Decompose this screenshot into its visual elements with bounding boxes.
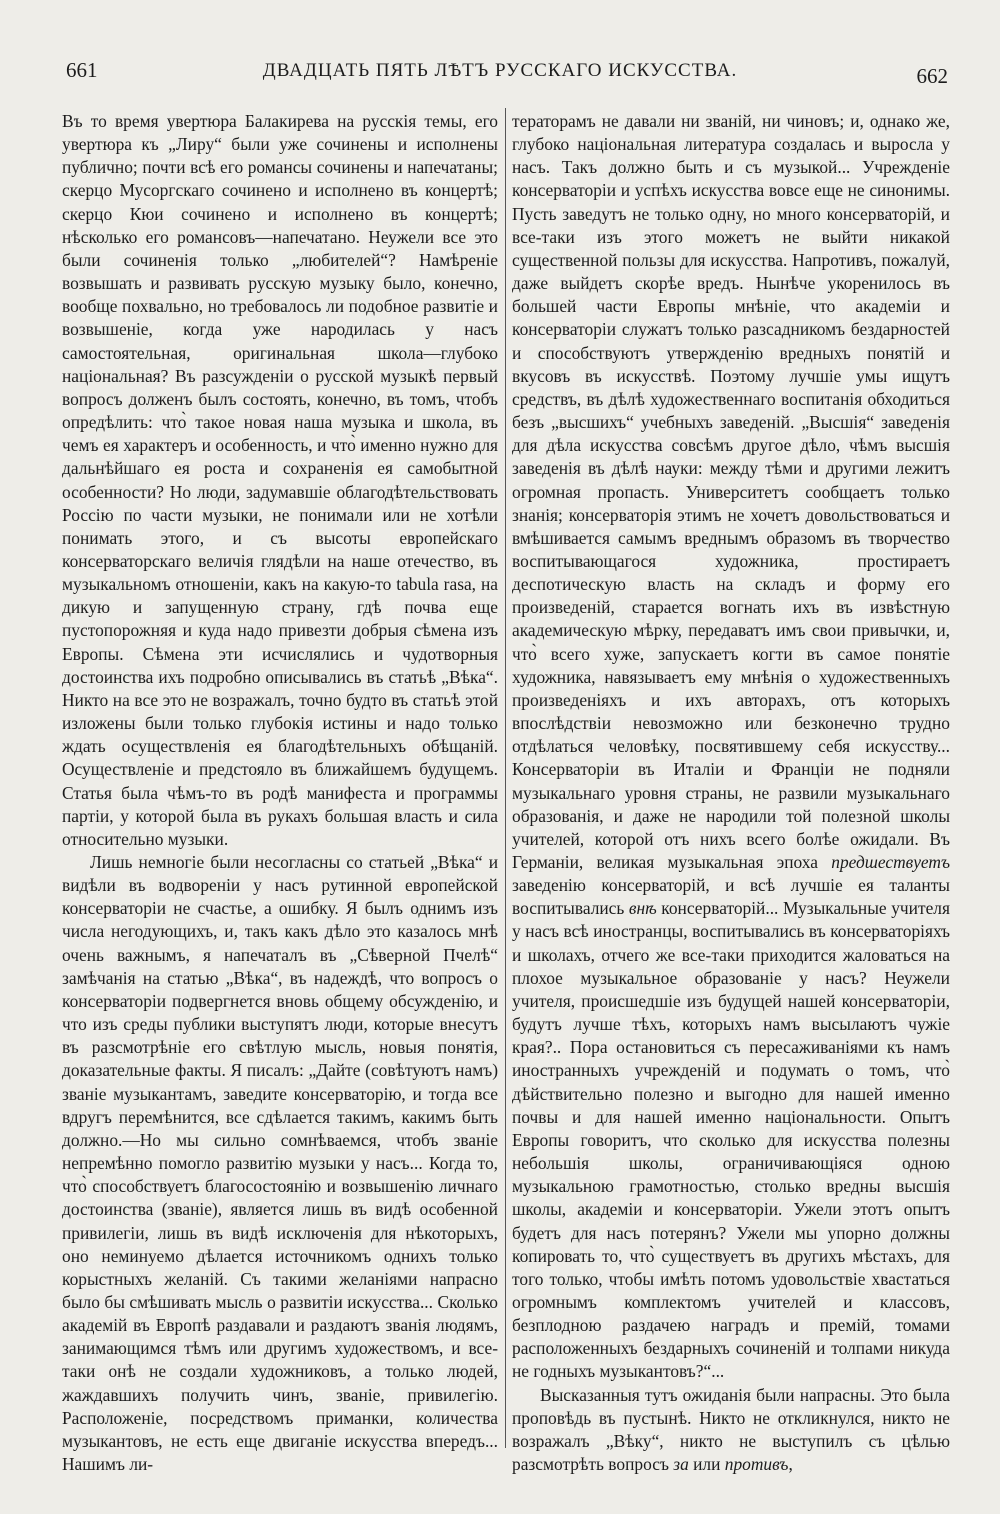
page-number-left: 661 bbox=[66, 58, 98, 82]
page-number-right: 662 bbox=[916, 64, 948, 88]
text-run: или bbox=[688, 1454, 725, 1475]
left-column bbox=[62, 110, 498, 1476]
text-run: консерваторій... Музыкальные учителя у насъ всѣ иностранцы, воспитывались въ консерваторіяхъ и школахъ, отчего же все-таки приходится жаловаться на плохое музыкальное образованіе у насъ? Неужели учителя, происшедшіе изъ будущей нашей консерваторіи, будутъ лучше тѣхъ, которыхъ намъ высылаютъ чужіе края?.. Пора остановиться съ пересаживаніями къ намъ иностранныхъ учрежденій и подумать о томъ, что̀ дѣйствительно полезно и выгодно для нашей именно почвы и для нашей именно національности. Опытъ Европы говоритъ, что сколько для искусства полезны небольшія школы, ограничивающіяся одною музыкальною грамотностью, столько вредны высшія школы, академіи и консерваторіи. Ужели этотъ опытъ будетъ для насъ потерянъ? Ужели мы упорно должны копировать то, что̀ существуетъ въ другихъ мѣстахъ, для того только, чтобы имѣть потомъ удовольствіе хвастаться огромнымъ комплектомъ учителей и классовъ, безплодною раздачею наградъ и премій, томами расположенныхъ бездарныхъ сочиненій и толпами никуда не годныхъ музыкантовъ?“... bbox=[512, 898, 950, 1382]
paragraph: Лишь немногіе были несогласны со статьей „Вѣка“ и видѣли въ водвореніи у насъ рутинной европейской консерваторіи не счастье, а ошибку. Я былъ однимъ изъ числа негодующихъ, и, такъ какъ дѣло это казалось мнѣ очень важнымъ, я напечаталъ въ „Сѣверной Пчелѣ“ замѣчанія на статью „Вѣка“, въ надеждѣ, что вопросъ о консерваторіи подвергнется вновь общему обсужденію, и что изъ среды публики выступятъ люди, которые внесутъ въ разсмотрѣніе его свѣтлую мысль, новыя понятія, доказательные факты. Я писалъ: „Дайте (совѣтуютъ намъ) званіе музыкантамъ, заведите консерваторію, и тогда все вдругъ перемѣнится, все сдѣлается такимъ, какимъ быть должно.—Но мы сильно сомнѣваемся, чтобъ званіе непремѣнно помогло развитію музыки у насъ... Когда то, что̀ способствуетъ благосостоянію и возвышенію личнаго достоинства (званіе), является лишь въ видѣ особенной привилегіи, лишь въ видѣ исключенія для нѣкоторыхъ, оно неминуемо дѣлается источникомъ однихъ только корыстныхъ желаній. Съ такими желаніями напрасно было бы смѣшивать мысль о развитіи искусства... Сколько академій въ Европѣ раздавали и раздаютъ званія людямъ, занимающимся тѣмъ или другимъ художествомъ, и все-таки онѣ не создали художниковъ, а только людей, жаждавшихъ получить чинъ, званіе, привилегію. Расположеніе, посредствомъ приманки, количества музыкантовъ, не есть еще двиганіе искусства впередъ... Нашимъ ли- bbox=[62, 852, 498, 1475]
right-column bbox=[512, 110, 950, 1476]
running-title: ДВАДЦАТЬ ПЯТЬ ЛѢТЪ РУССКАГО ИСКУССТВА. bbox=[262, 60, 738, 81]
column-divider bbox=[505, 108, 506, 1448]
text-run: тераторамъ не давали ни званій, ни чиновъ; и, однако же, глубоко національная литература создалась и выросла у насъ. Такъ должно быть и съ музыкой... Учрежденіе консерваторіи и успѣхъ искусства вовсе еще не синонимы. Пусть заведутъ не только одну, но много консерваторій, и все-таки изъ этого можетъ не выйти никакой существенной пользы для искусства. Напротивъ, пожалуй, даже выйдетъ скорѣе вредъ. Нынѣче укоренилось въ большей части Европы мнѣніе, что академіи и консерваторіи служатъ только разсадникомъ бездарностей и способствуютъ утвержденію вредныхъ понятій и вкусовъ въ искусствѣ. Поэтому лучшіе умы ищутъ средствъ, въ дѣлѣ художественнаго воспитанія обходиться безъ „высшихъ“ учебныхъ заведеній. „Высшія“ заведенія для дѣла искусства совсѣмъ другое дѣло, чѣмъ высшія заведенія въ дѣлѣ науки: между тѣми и другими лежитъ огромная пропасть. Университетъ сообщаетъ только знанія; консерваторія этимъ не хочетъ довольствоваться и вмѣшивается самымъ вреднымъ образомъ въ творчество воспитывающагося художника, простираетъ деспотическую власть на складъ и форму его произведеній, старается вогнать ихъ въ извѣстную академическую мѣрку, передаватъ имъ свои привычки, и, что̀ всего хуже, запускаетъ когти въ самое понятіе художника, навязываетъ ему мнѣнія о художественныхъ произведеніяхъ и ихъ авторахъ, отъ которыхъ впослѣдствіи невозможно или безконечно трудно отдѣлаться человѣку, посвятившему себя искусству... Консерваторіи въ Италіи и Франціи не подняли музыкальнаго уровня страны, не развили музыкальнаго образованія, и даже не народили той полезной школы учителей, которой отъ нихъ всего болѣе ожидали. Въ Германіи, великая музыкальная эпоха bbox=[512, 111, 950, 872]
paragraph bbox=[512, 110, 950, 1384]
emphasis: противъ bbox=[724, 1454, 789, 1475]
paragraph bbox=[512, 1384, 950, 1477]
paragraph: Въ то время увертюра Балакирева на русскія темы, его увертюра къ „Лиру“ были уже сочинены и исполнены публично; почти всѣ его романсы сочинены и напечатаны; скерцо Мусоргскаго сочинено и исполнено въ концертѣ; скерцо Кюи сочинено и исполнено въ концертѣ; нѣсколько его романсовъ—напечатано. Неужели все это были сочиненія только „любителей“? Намѣреніе возвышать и развивать русскую музыку было, конечно, вообще похвально, но требовалось ли подобное развитіе и возвышеніе, когда уже народилась у насъ самостоятельная, оригинальная школа—глубоко національная? Въ разсужденіи о русской музыкѣ первый вопросъ долженъ былъ состоять, конечно, въ томъ, чтобъ опредѣлить: что̀ такое новая наша музыка и школа, въ чемъ ея характеръ и особенность, и что̀ именно нужно для дальнѣйшаго ея роста и сохраненія ея самобытной особенности? Но люди, задумавшіе облагодѣтельствовать Россію по части музыки, не понимали или не хотѣли понимать этого, и съ высоты европейскаго консерваторскаго величія глядѣли на наше отечество, въ музыкальномъ отношеніи, какъ на какую-то tabula rasa, на дикую и запущенную страну, гдѣ почва еще пустопорожняя и куда надо привезти добрыя сѣмена изъ Европы. Сѣмена эти исчислялись и чудотворныя достоинства ихъ подробно описывались въ статьѣ „Вѣка“. Никто на все это не возражалъ, точно будто въ статьѣ этой изложены были только глубокія истины и надо только ждать осуществленія ея благодѣтельныхъ обѣщаній. Осуществленіе и предстояло въ ближайшемъ будущемъ. Статья была чѣмъ-то въ родѣ манифеста и программы партіи, у которой была въ рукахъ большая власть и сила относительно музыки. bbox=[62, 111, 498, 849]
text-run: , bbox=[788, 1454, 793, 1475]
text-run: Высказанныя тутъ ожиданія были напрасны. Это была проповѣдь въ пустынѣ. Никто не откликнулся, никто не возражалъ „Вѣку“, никто не выступилъ съ цѣлью разсмотрѣть вопросъ bbox=[512, 1384, 950, 1475]
emphasis: за bbox=[673, 1454, 689, 1475]
text-run: заведенію консерваторій, и всѣ лучшіе ея таланты воспитывались bbox=[512, 875, 950, 919]
emphasis: предшествуетъ bbox=[831, 852, 950, 872]
emphasis: внѣ bbox=[628, 898, 657, 919]
